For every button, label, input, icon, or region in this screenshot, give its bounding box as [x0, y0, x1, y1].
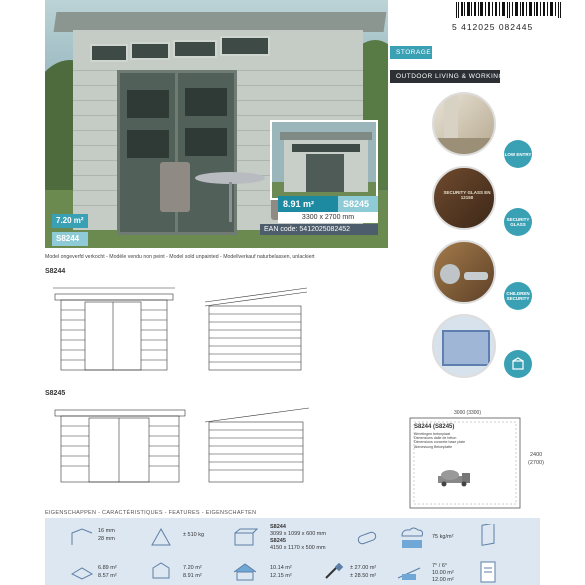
- roof-area-icon: [232, 560, 258, 582]
- exterior-area-icon: [150, 560, 172, 582]
- security-glass-text: SECURITY GLASS EN 12150: [443, 190, 491, 200]
- drawing-s8244: [45, 280, 385, 390]
- children-security-icon: CHILDREN SECURITY: [504, 282, 532, 310]
- spec-paint-2: ± 28.50 m²: [350, 573, 377, 579]
- ean-code: EAN code: 5412025082452: [260, 224, 378, 235]
- spec-thickness-2: 28 mm: [98, 536, 115, 542]
- drawing-title-s8245: S8245: [45, 390, 66, 397]
- area-badge-main: 7.20 m²: [52, 214, 88, 228]
- spec-pkg-model-2: S8245: [270, 538, 286, 544]
- plan-depth-alt: (2700): [528, 460, 544, 466]
- spec-roof-1: 10.14 m²: [270, 565, 292, 571]
- spec-paint-1: ± 27.00 m²: [350, 565, 377, 571]
- paint-brush-icon: [322, 562, 346, 580]
- specs-header: EIGENSCHAPPEN - CARACTÉRISTIQUES - FEATURES - EIGENSCHAFTEN: [45, 510, 257, 516]
- spec-pkg-dims-1: 3099 x 1099 x 600 mm: [270, 531, 326, 537]
- glass-panel-icon: [478, 524, 498, 548]
- outdoor-tag: OUTDOOR LIVING & WORKING: [390, 70, 500, 83]
- children-security-photo: [432, 240, 496, 304]
- barcode-number: 5 412025 082445: [452, 22, 534, 32]
- product-box-photo: [432, 314, 496, 378]
- spec-thickness-1: 16 mm: [98, 528, 115, 534]
- plan-frame: [408, 416, 528, 512]
- spec-ext-2: 8.91 m²: [183, 573, 202, 579]
- drawing-title-s8244: S8244: [45, 268, 66, 275]
- model-badge-inset: S8245: [338, 196, 378, 212]
- low-entry-icon: LOW ENTRY: [504, 140, 532, 168]
- plan-width: 3000 (3300): [454, 410, 481, 416]
- security-glass-icon: SECURITY GLASS: [504, 208, 532, 236]
- caption: Model ongeverfd verkocht - Modèle vendu non peint - Model sold unpainted - Modellverkauf naturbelassen, unlackiert: [45, 254, 315, 260]
- floor-area-icon: [70, 562, 94, 580]
- spec-pkg-model-1: S8244: [270, 524, 286, 530]
- drawing-s8245: [45, 400, 345, 505]
- barcode-bars: [452, 2, 570, 18]
- spec-ext-1: 7.20 m²: [183, 565, 202, 571]
- roof-slope-icon: [396, 560, 422, 582]
- specs-panel: [45, 518, 540, 585]
- wall-thickness-icon: [70, 527, 94, 547]
- inset-photo: [270, 120, 378, 200]
- low-entry-photo: [432, 92, 496, 156]
- spec-snow: 75 kg/m²: [432, 534, 454, 540]
- inset-size: 3300 x 2700 mm: [278, 212, 378, 223]
- spec-pkg-dims-2: 4150 x 1170 x 500 mm: [270, 545, 326, 551]
- weight-icon: [150, 527, 172, 547]
- roll-icon: [356, 528, 378, 546]
- spec-time-2: 10.00 m²: [432, 570, 454, 576]
- manual-icon: [478, 560, 498, 584]
- spec-weight: ± 510 kg: [183, 532, 205, 538]
- plan-lines: Afmetingen betonplaat Dimensions dalle de béton Dimensions concrete base plate Abmessung Betonplatte: [414, 432, 466, 449]
- snow-load-icon: [396, 524, 426, 550]
- spec-time-3: 12.00 m²: [432, 577, 454, 583]
- security-glass-photo: [432, 166, 496, 230]
- concrete-truck-icon: [436, 468, 476, 488]
- spec-time-1: 7° / 6°: [432, 563, 448, 569]
- package-icon: [232, 527, 258, 547]
- spec-floor-1: 6.89 m²: [98, 565, 117, 571]
- spec-floor-2: 8.57 m²: [98, 573, 117, 579]
- plan-depth: 2400: [530, 452, 543, 458]
- plan-title: S8244 (S8245): [414, 424, 455, 430]
- storage-tag: STORAGE: [390, 46, 432, 59]
- barcode: [452, 2, 570, 32]
- spec-roof-2: 12.15 m²: [270, 573, 292, 579]
- model-badge-main: S8244: [52, 232, 88, 246]
- area-badge-inset: 8.91 m²: [278, 196, 338, 212]
- product-box-icon: [504, 350, 532, 378]
